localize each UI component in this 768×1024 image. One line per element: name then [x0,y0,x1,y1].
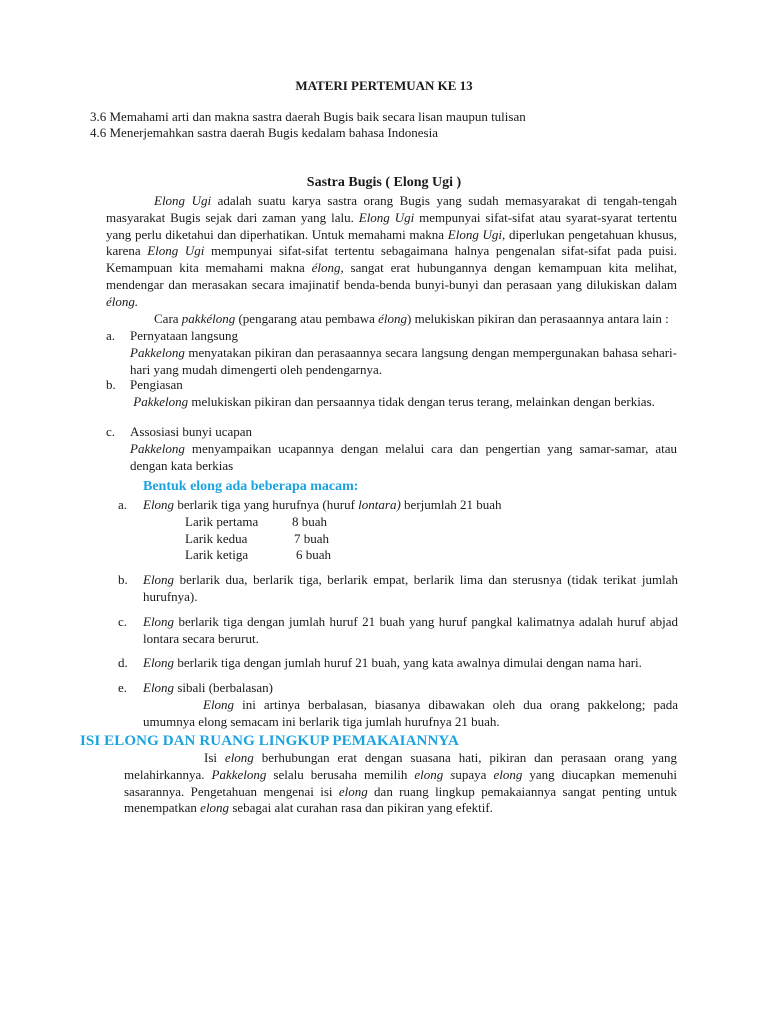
italic-term: élong. [106,293,139,309]
competency-3-6: 3.6 Memahami arti dan makna sastra daerah Bugis baik secara lisan maupun tulisan [90,109,526,124]
competency-4-6: 4.6 Menerjemahkan sastra daerah Bugis kedalam bahasa Indonesia [90,125,438,140]
text-run: sangat erat hubungannya dengan kemampuan kita melihat, mendengar dan merasakan secara imajinatif benda-benda bunyi-bunyi dan perasaan yang dilukiskan dalam [106,260,677,292]
text-run: berlarik tiga dengan jumlah huruf 21 buah, yang kata awalnya dimulai dengan nama hari. [174,655,642,671]
text-run: diperlukan pengetahuan khusus, karena [106,226,678,259]
list-item-description [143,697,678,731]
italic-term: Elong [143,655,175,671]
italic-term: elong [200,800,230,816]
list-item-text [143,497,678,514]
list-item-label: Assosiasi bunyi ucapan [130,424,253,439]
list-item [118,497,678,564]
form-list [118,497,678,731]
italic-term: Elong [143,497,175,512]
list-marker: c. [118,613,128,629]
larik-row [185,514,678,531]
italic-term: Elong [143,680,175,696]
text-run: adalah suatu karya sastra orang Bugis yang sudah memasyarakat di tengah-tengah masyarakat Bugis sejak dari zaman yang lalu. [106,193,677,225]
text-run: berlarik tiga dengan jumlah huruf 21 buah yang huruf pangkal kalimatnya adalah huruf abjad lontara secara berurut. [143,613,678,646]
list-item [118,572,678,606]
list-item-description [130,394,677,411]
list-item [118,614,678,648]
text-run: menyatakan pikiran dan perasaannya secara langsung dengan mempergunakan bahasa sehari-hari yang mudah dimengerti oleh pendengarnya. [130,344,677,377]
list-marker: e. [118,680,128,696]
italic-term: Pakkelong [130,344,185,360]
text-run: berlarik dua, berlarik tiga, berlarik empat, berlarik lima dan sterusnya (tidak terikat jumlah hurufnya). [143,572,678,604]
list-marker: d. [118,655,128,671]
italic-term: Pakkelong [130,440,185,456]
list-marker: a. [118,497,128,512]
italic-term: Pakkelong [133,393,189,409]
cara-paragraph [106,311,677,328]
list-item-description [130,441,677,475]
text-run: Isi [204,750,225,765]
text-run: (pengarang atau pembawa [235,310,379,326]
larik-name: Larik pertama [185,513,259,529]
larik-count: 8 buah [292,513,328,529]
text-run: yang diucapkan memenuhi sasarannya. Pengetahuan mengenai isi [124,766,678,799]
text-run: ini artinya berbalasan, biasanya dibawakan oleh dua orang pakkelong; pada umumnya elong semacam ini berlarik tiga jumlah hurufnya 21 buah. [143,696,678,729]
isi-elong-paragraph [124,750,677,817]
text-run: dan ruang lingkup pemakaiannya sangat penting untuk menempatkan [124,783,677,816]
italic-term: Elong Ugi, [447,226,506,242]
text-run: upaya [455,766,494,782]
italic-term: Elong Ugi [147,243,205,259]
larik-table [185,514,678,564]
text-run: melukiskan pikiran dan persaannya tidak dengan terus terang, melainkan dengan berkias. [188,393,655,409]
list-item-description [130,345,677,379]
list-marker: c. [106,424,116,439]
list-item [106,424,677,474]
italic-term: Elong [143,613,175,629]
intro-paragraph-text [106,193,677,311]
text-run: berjumlah 21 buah [400,497,502,512]
section-heading-isi-elong: ISI ELONG DAN RUANG LINGKUP PEMAKAIANNYA [80,733,459,749]
intro-paragraph [106,193,677,327]
text-run: mempunyai sifat-sifat atau syarat-syarat tertentu yang perlu diketahui dan diperhatikan. Untuk memahami makna [106,209,677,242]
isi-elong-text [124,750,677,817]
italic-term: elong [493,766,523,782]
list-item-text [143,680,678,697]
list-item-text [143,572,678,606]
list-item [106,377,677,424]
italic-term: Elong Ugi [358,209,415,225]
list-marker: b. [106,377,116,392]
list-marker: b. [118,572,128,588]
italic-term: elong [224,750,254,765]
text-run: sibali (berbalasan) [174,680,273,696]
list-item-label: Pengiasan [130,377,183,392]
italic-term: Elong [143,572,175,588]
larik-name: Larik kedua [185,530,248,546]
list-item [118,655,678,672]
italic-term: élong [378,310,408,326]
section-heading-bentuk-elong: Bentuk elong ada beberapa macam: [143,479,359,494]
italic-term: élong, [311,260,344,276]
italic-term: Elong [203,696,235,712]
section-heading-sastra-bugis: Sastra Bugis ( Elong Ugi ) [306,175,462,190]
text-run: mempunyai sifat-sifat tertentu sebagaimana halnya pengenalan sifat-sifat pada puisi. Kemampuan kita memahami makna [106,243,677,276]
italic-term: elong [338,783,368,799]
larik-count: 7 buah [294,530,330,546]
text-run: menyampaikan ucapannya dengan melalui cara dan pengertian yang samar-samar, atau dengan kata berkias [130,440,677,473]
list-item [106,328,677,377]
larik-row [185,547,678,564]
larik-count: 6 buah [296,547,332,563]
list-marker: a. [106,328,116,343]
italic-term: Pakkelong [211,766,267,782]
text-run: selalu berusaha memilih [266,766,415,782]
list-item-text [143,614,678,648]
text-run: berhubungan erat dengan suasana hati, pikiran dan perasaan orang yang melahirkannya. [124,750,677,782]
text-run: ) melukiskan pikiran dan perasaannya antara lain : [407,310,669,326]
text-run: Cara [154,310,182,326]
list-item-label: Pernyataan langsung [130,328,238,343]
text-run: sebagai alat curahan rasa dan pikiran yang efektif. [229,800,493,816]
page-title: MATERI PERTEMUAN KE 13 [295,78,473,93]
style-list [106,328,677,474]
larik-name: Larik ketiga [185,547,249,563]
text-run: berlarik tiga yang hurufnya (huruf [174,497,359,512]
list-item [118,680,678,730]
italic-term: Elong Ugi [154,193,212,208]
italic-term: lontara) [358,497,401,512]
italic-term: pakkélong [181,310,236,326]
italic-term: elong s [414,766,456,782]
larik-row [185,531,678,548]
list-item-text [143,655,678,672]
